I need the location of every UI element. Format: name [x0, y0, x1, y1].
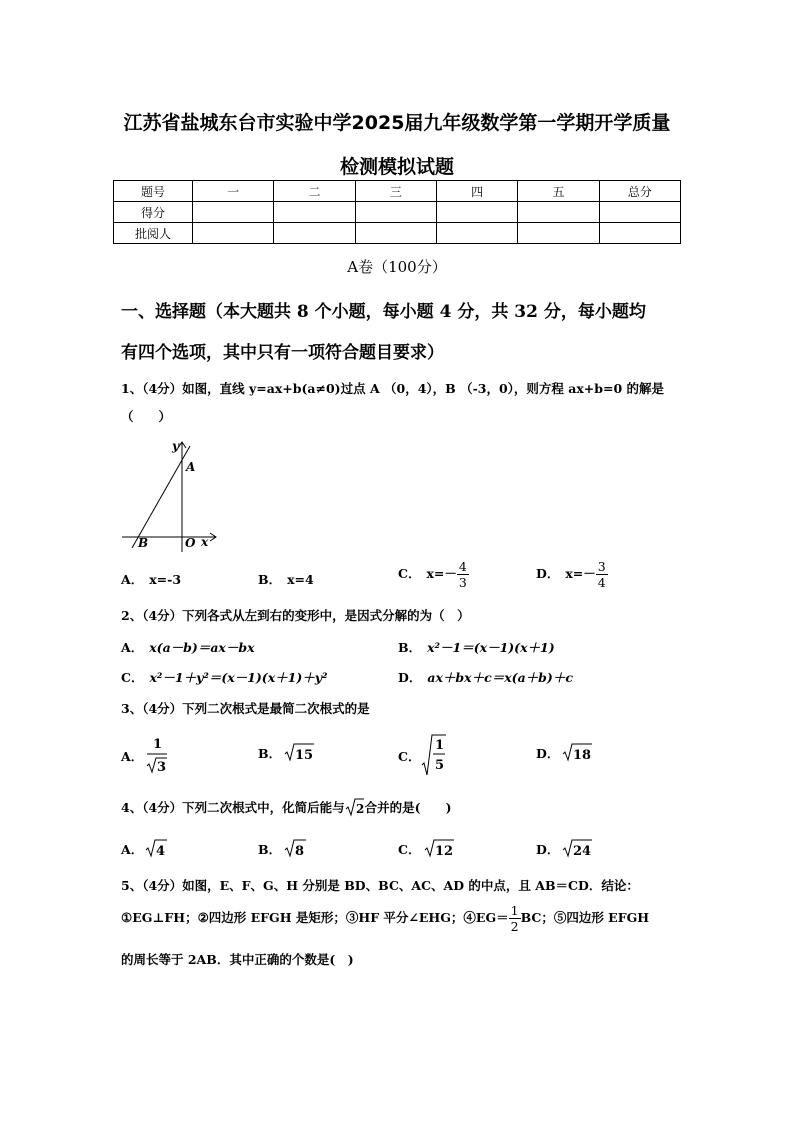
q1-option-c[interactable] [398, 559, 469, 590]
fraction-denominator: 4 [597, 575, 606, 590]
option-text: x=-3 [149, 572, 182, 587]
q1-text-line1: 1、（4分）如图，直线 y=ax+b(a≠0)过点 A （0，4），B （-3，0），则方程 ax+b=0 的解是 [121, 381, 665, 396]
exam-title-line1: 江苏省盐城东台市实验中学2025届九年级数学第一学期开学质量 [123, 112, 671, 134]
score-cell [193, 202, 274, 223]
score-table-row [114, 202, 681, 223]
radicand: 4 [156, 844, 166, 859]
root-one-fifth [420, 733, 450, 777]
option-letter: C． [398, 842, 421, 857]
score-header-cell: 总分 [599, 181, 680, 202]
one-half-fraction [509, 903, 521, 934]
score-header-cell: 题号 [114, 181, 193, 202]
q5-text-line2-a: ①EG⊥FH；②四边形 EFGH 是矩形；③HF 平分∠EHG；④EG＝ [121, 910, 509, 925]
option-letter: D． [536, 842, 560, 857]
fraction-numerator: 1 [435, 738, 445, 753]
score-cell [355, 223, 436, 244]
option-letter: C． [398, 749, 421, 764]
q5-text-line2-b: BC；⑤四边形 EFGH [520, 910, 650, 925]
score-header-cell: 四 [436, 181, 517, 202]
q2-text: 2、（4分）下列各式从左到右的变形中，是因式分解的为（ ） [121, 608, 470, 623]
score-cell [436, 202, 517, 223]
one-over-root-three [145, 735, 171, 775]
score-table-row [114, 223, 681, 244]
root-twenty-four [562, 837, 594, 859]
radicand: 12 [435, 844, 454, 859]
radicand: 15 [295, 748, 314, 763]
option-letter: A． [121, 842, 144, 857]
option-text: x²－1＋y²＝(x－1)(x＋1)＋y² [149, 670, 328, 685]
option-letter: B． [258, 572, 282, 587]
score-cell [274, 202, 355, 223]
q1-option-a[interactable] [121, 570, 181, 588]
option-letter: A． [121, 572, 144, 587]
option-text: x=－ [426, 566, 457, 581]
q1-text-line2: （ ） [121, 409, 172, 424]
section1-heading-line1: 一、选择题（本大题共 8 个小题，每小题 4 分，共 32 分，每小题均 [121, 302, 646, 322]
radicand: 8 [295, 844, 305, 859]
q4-text-after: 合并的是( ) [364, 800, 452, 815]
q4-option-b[interactable] [258, 840, 305, 859]
q1-line-graph [118, 436, 228, 554]
score-cell [518, 223, 599, 244]
option-text: x²－1＝(x－1)(x＋1) [427, 640, 555, 655]
score-table-header-row [114, 181, 681, 202]
radicand: 2 [355, 802, 365, 816]
option-letter: C． [121, 670, 144, 685]
option-text: x(a－b)＝ax－bx [149, 640, 255, 655]
point-a-label: A [186, 460, 196, 474]
option-letter: D． [398, 670, 422, 685]
q5-text-line1: 5、（4分）如图，E、F、G、H 分别是 BD、BC、AC、AD 的中点，且 AB＝CD．结论： [121, 878, 639, 893]
radicand: 18 [573, 748, 592, 763]
score-table [113, 180, 681, 244]
fraction [457, 559, 469, 590]
fraction-numerator: 3 [597, 559, 606, 574]
score-header-cell: 三 [355, 181, 436, 202]
q4-option-a[interactable] [121, 840, 166, 859]
fraction [596, 559, 608, 590]
score-cell [355, 202, 436, 223]
q5-text-line3: 的周长等于 2AB．其中正确的个数是( ) [121, 952, 354, 967]
fraction-denominator: 5 [435, 758, 445, 773]
q3-text: 3、（4分）下列二次根式是最简二次根式的是 [121, 701, 370, 716]
section1-heading-line2: 有四个选项，其中只有一项符合题目要求） [121, 343, 444, 363]
fraction-numerator: 4 [458, 559, 467, 574]
score-header-cell: 二 [274, 181, 355, 202]
q3-option-c[interactable] [398, 735, 445, 773]
fraction-denominator: 2 [510, 919, 519, 934]
score-header-cell: 一 [193, 181, 274, 202]
score-header-cell: 五 [518, 181, 599, 202]
fraction-numerator: 1 [153, 737, 163, 752]
origin-label: O [185, 536, 196, 550]
root-twelve [424, 837, 456, 859]
section-a-heading: A卷（100分） [347, 258, 447, 276]
fraction-numerator: 1 [510, 903, 519, 918]
score-cell [599, 202, 680, 223]
q2-option-a[interactable] [121, 638, 255, 656]
option-text: ax＋bx＋c＝x(a＋b)＋c [427, 670, 573, 685]
q1-option-d[interactable] [536, 559, 608, 590]
score-cell [193, 223, 274, 244]
root-four [145, 837, 169, 859]
root-eighteen [562, 741, 594, 763]
fraction-denominator: 3 [458, 575, 467, 590]
option-text: x=－ [565, 566, 596, 581]
option-letter: D． [536, 746, 560, 761]
radicand: 24 [573, 844, 592, 859]
radicand: 3 [157, 760, 167, 775]
q4-text [121, 797, 681, 817]
option-letter: A． [121, 640, 144, 655]
q3-option-a[interactable] [121, 735, 167, 775]
q2-option-b[interactable] [398, 638, 555, 656]
option-letter: B． [258, 842, 282, 857]
exam-title-line2: 检测模拟试题 [339, 156, 454, 178]
option-letter: B． [258, 746, 282, 761]
q4-option-c[interactable] [398, 840, 454, 859]
option-letter: A． [121, 749, 144, 764]
score-row-label: 批阅人 [114, 223, 193, 244]
option-letter: C． [398, 566, 421, 581]
option-text: x=4 [287, 572, 314, 587]
score-cell [436, 223, 517, 244]
option-letter: D． [536, 566, 560, 581]
q2-option-c[interactable] [121, 668, 328, 686]
score-cell [599, 223, 680, 244]
q3-option-b[interactable] [258, 744, 314, 763]
point-b-label: B [138, 536, 149, 550]
root-eight [284, 837, 308, 859]
q4-text-before: 4、（4分）下列二次根式中，化简后能与 [121, 800, 345, 815]
score-cell [518, 202, 599, 223]
graph-line [132, 446, 190, 548]
q5-text-line2 [121, 903, 696, 934]
option-letter: B． [398, 640, 422, 655]
root-fifteen [284, 741, 316, 763]
score-cell [274, 223, 355, 244]
score-row-label: 得分 [114, 202, 193, 223]
q1-option-b[interactable] [258, 570, 314, 588]
x-axis-label: x [201, 535, 209, 549]
q4-option-d[interactable] [536, 840, 592, 859]
root-two [345, 797, 365, 817]
q2-option-d[interactable] [398, 668, 573, 686]
y-axis-label: y [172, 439, 179, 453]
q3-option-d[interactable] [536, 744, 592, 763]
